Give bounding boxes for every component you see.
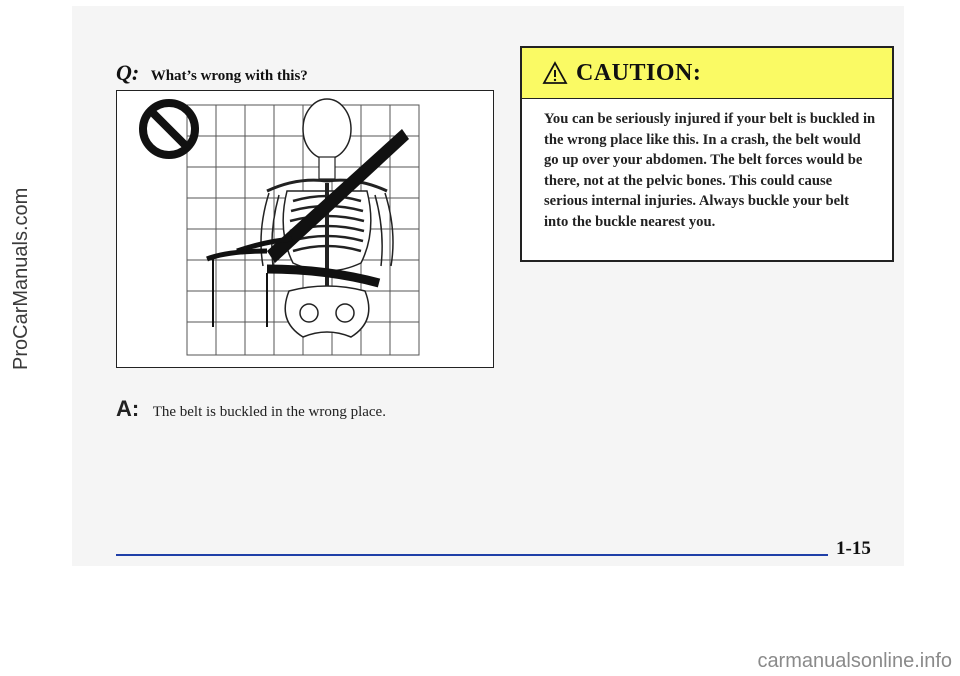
warning-triangle-icon [542,61,568,85]
caution-header [522,48,892,99]
question-text: What’s wrong with this? [150,68,308,84]
question-label: Q: [116,60,140,85]
answer-text: The belt is buckled in the wrong place. [152,404,386,420]
answer [116,396,386,422]
skeleton-seatbelt-illustration [117,91,493,367]
footer-rule [116,554,828,556]
question [116,60,308,86]
page-number: 1-15 [836,538,871,559]
side-watermark: ProCarManuals.com [10,187,32,370]
caution-title: CAUTION: [576,59,702,86]
illustration [116,90,494,368]
caution-text: You can be seriously injured if your belt is buckled in the wrong place like this. In a crash, the belt would go up over your abdomen. The belt forces would be there, not at the pelvic bones. This could cause serious internal injuries. Always buckle your belt into the buckle nearest you. [544,111,876,230]
skeleton-figure [261,99,393,337]
answer-label: A: [116,396,140,421]
bottom-watermark: carmanualsonline.info [757,650,952,672]
caution-box [520,46,894,262]
